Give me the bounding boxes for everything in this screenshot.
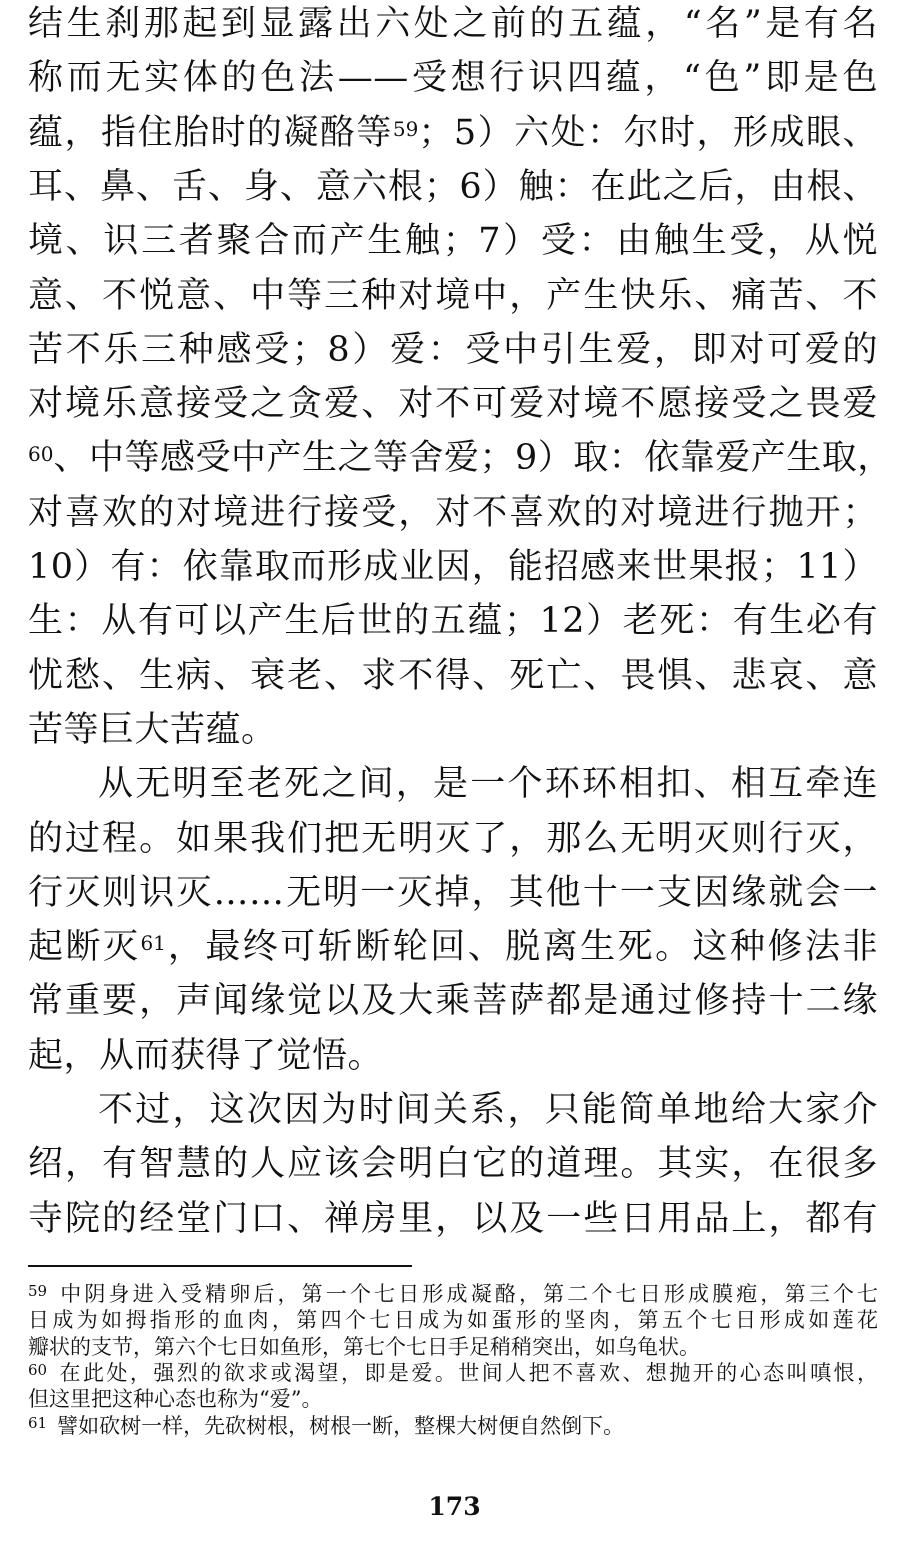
footnote-line bbox=[28, 1413, 878, 1441]
line-text: 蕴，指住胎时的凝酪等 bbox=[28, 112, 393, 153]
body-line bbox=[28, 547, 878, 601]
line-text: 不过，这次因为时间关系，只能简单地给大家介 bbox=[98, 1090, 878, 1130]
footnote-line bbox=[28, 1334, 878, 1362]
line-text: 意、不悦意、中等三种对境中，产生快乐、痛苦、不 bbox=[28, 275, 878, 316]
body-line bbox=[28, 819, 878, 873]
line-text: 10）有：依靠取而形成业因，能招感来世果报；11） bbox=[28, 547, 878, 587]
line-text: 忧愁、生病、衰老、求不得、死亡、畏惧、悲哀、意 bbox=[28, 655, 878, 696]
body-line bbox=[98, 764, 878, 818]
body-line bbox=[28, 493, 878, 547]
footnote-text: 譬如砍树一样，先砍树根，树根一断，整棵大树便自然倒下。 bbox=[57, 1413, 625, 1438]
line-text: 行灭则识灭……无明一灭掉，其他十一支因缘就会一 bbox=[28, 872, 878, 913]
body-line bbox=[28, 167, 878, 221]
footnote-divider bbox=[28, 1265, 412, 1267]
line-text: 耳、鼻、舌、身、意六根；6）触：在此之后，由根、 bbox=[28, 166, 878, 207]
line-text: ，最终可斩断轮回、脱离生死。这种修法非 bbox=[165, 927, 878, 968]
line-text: 境、识三者聚合而产生触；7）受：由触生受，从悦 bbox=[28, 221, 878, 262]
line-text: 称而无实体的色法——受想行识四蕴，“色”即是色 bbox=[28, 58, 878, 99]
footnote-number: 60 bbox=[28, 1360, 48, 1379]
body-line bbox=[28, 981, 878, 1035]
footnote-line bbox=[28, 1360, 878, 1388]
body-line bbox=[28, 927, 878, 981]
body-line bbox=[28, 656, 878, 710]
body-line bbox=[28, 58, 878, 112]
line-text: 、中等感受中产生之等舍爱；9）取：依靠爱产生取， bbox=[53, 438, 893, 479]
line-text: ；5）六处：尔时，形成眼、 bbox=[418, 112, 878, 153]
body-line bbox=[28, 1036, 878, 1090]
footnote-ref: 59 bbox=[392, 116, 419, 141]
body-line bbox=[28, 873, 878, 927]
line-text: 对喜欢的对境进行接受，对不喜欢的对境进行抛开； bbox=[28, 492, 878, 533]
line-text: 苦不乐三种感受；8）爱：受中引生爱，即对可爱的 bbox=[28, 329, 878, 370]
line-text: 绍，有智慧的人应该会明白它的道理。其实，在很多 bbox=[28, 1144, 878, 1185]
line-text: 苦等巨大苦蕴。 bbox=[28, 709, 277, 750]
footnote-number: 61 bbox=[28, 1413, 48, 1432]
body-line bbox=[28, 384, 878, 438]
body-line bbox=[28, 601, 878, 655]
line-text: 起断灭 bbox=[28, 927, 141, 968]
line-text: 起，从而获得了觉悟。 bbox=[28, 1035, 384, 1076]
body-line bbox=[28, 330, 878, 384]
footnote-text: 瓣状的支节，第六个七日如鱼形，第七个七日手足稍稍突出，如乌龟状。 bbox=[28, 1334, 700, 1359]
body-line bbox=[28, 4, 878, 58]
line-text: 的过程。如果我们把无明灭了，那么无明灭则行灭， bbox=[28, 818, 878, 859]
line-text: 常重要，声闻缘觉以及大乘菩萨都是通过修持十二缘 bbox=[28, 981, 878, 1022]
footnote-ref: 60 bbox=[28, 442, 54, 467]
body-line bbox=[28, 1199, 878, 1253]
page-number: 173 bbox=[428, 1492, 481, 1521]
footnote-text: 但这里把这种心态也称为“爱”。 bbox=[28, 1387, 323, 1412]
body-line bbox=[98, 1090, 878, 1144]
body-line bbox=[28, 221, 878, 275]
line-text: 生：从有可以产生后世的五蕴；12）老死：有生必有 bbox=[28, 601, 878, 642]
line-text: 对境乐意接受之贪爱、对不可爱对境不愿接受之畏爱 bbox=[28, 384, 878, 425]
body-line bbox=[28, 438, 893, 492]
footnote-text: 中阴身进入受精卵后，第一个七日形成凝酪，第二个七日形成膜疱，第三个七 bbox=[57, 1282, 878, 1306]
line-text: 从无明至老死之间，是一个环环相扣、相互牵连 bbox=[98, 764, 878, 805]
footnote-number: 59 bbox=[28, 1282, 48, 1300]
footnote-line bbox=[28, 1281, 878, 1309]
footnote-text: 日成为如拇指形的血肉，第四个七日成为如蛋形的坚肉，第五个七日形成如莲花 bbox=[28, 1308, 878, 1333]
line-text: 结生刹那起到显露出六处之前的五蕴，“名”是有名 bbox=[28, 4, 878, 44]
footnote-ref: 61 bbox=[140, 931, 166, 956]
line-text: 寺院的经堂门口、禅房里，以及一些日用品上，都有 bbox=[28, 1198, 878, 1239]
footnote-text: 在此处，强烈的欲求或渴望，即是爱。世间人把不喜欢、想抛开的心态叫嗔恨， bbox=[57, 1360, 878, 1385]
footnote-line bbox=[28, 1386, 878, 1414]
body-line bbox=[28, 710, 878, 764]
body-line bbox=[28, 1144, 878, 1198]
footnote-line bbox=[28, 1307, 878, 1335]
body-line bbox=[28, 276, 878, 330]
body-line bbox=[28, 113, 878, 167]
